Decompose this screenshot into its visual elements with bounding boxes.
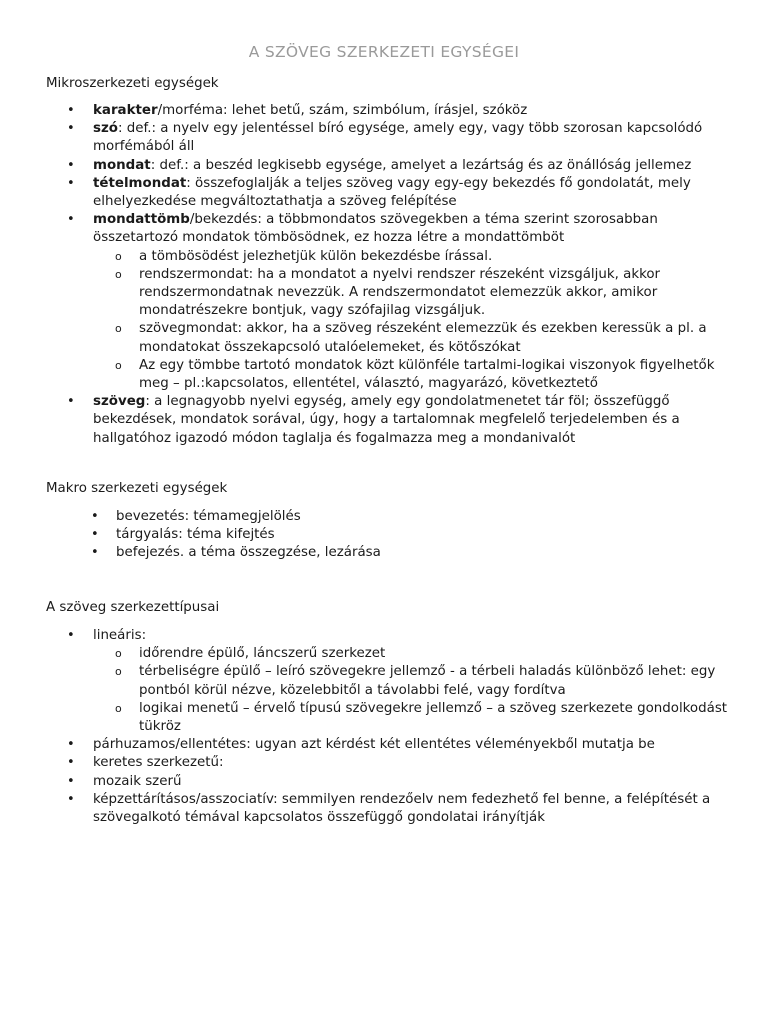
list-item: • képzettárításos/asszociatív: semmilyen rendezőelv nem fedezhető fel benne, a felépítését a szövegalkotó témával kapcsolatos összefüggő gondolatai irányítják bbox=[67, 791, 711, 826]
bullet-icon: • bbox=[67, 755, 75, 771]
sub-list-item: o Az egy tömbbe tartotó mondatok közt különféle tartalmi-logikai viszonyok figyelhetők meg – pl.:kapcsolatos, ellentétel, választó, magyarázó, következtető bbox=[115, 357, 715, 392]
sub-bullet-icon: o bbox=[115, 647, 122, 661]
term: mondattömb bbox=[93, 212, 190, 228]
bullet-icon: • bbox=[91, 545, 99, 561]
definition: : összefoglalják a teljes szöveg vagy egy-egy bekezdés fő gondolatát, mely elhelyezkedése megváltoztathatja a szöveg felépítése bbox=[93, 175, 691, 210]
list-item bbox=[0, 175, 768, 211]
sub-list bbox=[93, 248, 728, 394]
page-title: A SZÖVEG SZERKEZETI EGYSÉGEI bbox=[248, 43, 520, 61]
types-heading: A szöveg szerkezettípusai bbox=[46, 600, 220, 615]
sub-bullet-icon: o bbox=[115, 249, 122, 263]
macro-list bbox=[0, 508, 768, 563]
sub-list-item: o a tömbösödést jelezhetjük külön bekezdésbe írással. bbox=[93, 248, 728, 266]
definition: : a legnagyobb nyelvi egység, amely egy gondolatmenetet tár föl; összefüggő bekezdések, mondatok sorával, úgy, hogy a tartalomnak megfelelő terjedelemben és a hallgatóhoz igazodó módon taglalja és fogalmazza meg a mondanivalót bbox=[93, 394, 680, 446]
micro-list bbox=[0, 102, 768, 448]
list-item: • befejezés. a téma összegzése, lezárása bbox=[0, 544, 768, 562]
sub-list-item: o szövegmondat: akkor, ha a szöveg részeként elemezzük és ezekben keressük a pl. a mondatokat összekapcsoló utalóelemeket, és kötőszókat bbox=[115, 321, 707, 355]
sub-bullet-icon: o bbox=[115, 665, 122, 679]
definition: /bekezdés: a többmondatos szövegekben a téma szerint szorosabban összetartozó mondatok tömbösödnek, ez hozza létre a mondattömböt bbox=[93, 212, 658, 246]
definition: : def.: a nyelv egy jelentéssel bíró egysége, amely egy, vagy több szorosan kapcsolódó morfémából áll bbox=[93, 121, 703, 155]
list-item bbox=[0, 211, 768, 393]
list-item bbox=[0, 102, 768, 120]
list-item: • bevezetés: témamegjelölés bbox=[0, 508, 768, 526]
bullet-icon: • bbox=[67, 737, 75, 753]
bullet-icon: • bbox=[67, 175, 75, 191]
bullet-icon: • bbox=[67, 628, 75, 643]
sub-list-item: o rendszermondat: ha a mondatot a nyelvi rendszer részeként vizsgáljuk, akkor rendszermondatnak nevezzük. A rendszermondatot elemezzük akkor, amikor mondatrészekre bontjuk, vagy szófajilag vizsgáljuk. bbox=[115, 266, 661, 319]
types-list bbox=[0, 627, 768, 827]
sub-list bbox=[93, 645, 728, 736]
list-item: • mozaik szerű bbox=[0, 773, 768, 791]
bullet-icon: • bbox=[67, 212, 75, 228]
bullet-icon: • bbox=[67, 121, 75, 137]
bullet-icon: • bbox=[67, 773, 75, 789]
list-item: • lineáris: o időrendre épülő, láncszerű szerkezet o térbeliségre épülő – leíró szövegekre jellemző - a térbeli haladás különböző lehet: egy pontból körül nézve, közelebbitől a távolabbi felé, vagy fordítva o logikai menetű – érvelő típusú szövegekre jellemző – a szöveg szerkezete gondolkodást tükröz bbox=[0, 627, 768, 736]
sub-list-item: o időrendre épülő, láncszerű szerkezet bbox=[93, 645, 728, 663]
list-item bbox=[0, 120, 768, 156]
term: karakter bbox=[93, 103, 158, 118]
sub-list-item: o logikai menetű – érvelő típusú szövegekre jellemző – a szöveg szerkezete gondolkodást tükröz bbox=[115, 700, 728, 735]
bullet-icon: • bbox=[67, 394, 75, 410]
bullet-icon: • bbox=[91, 509, 99, 524]
sub-list-item: o térbeliségre épülő – leíró szövegekre jellemző - a térbeli haladás különböző lehet: egy pontból körül nézve, közelebbitől a távolabbi felé, vagy fordítva bbox=[115, 664, 716, 698]
bullet-icon: • bbox=[67, 103, 75, 118]
list-item bbox=[0, 393, 768, 448]
definition: /morféma: lehet betű, szám, szimbólum, írásjel, szóköz bbox=[157, 103, 528, 118]
sub-bullet-icon: o bbox=[115, 701, 122, 715]
macro-heading: Makro szerkezeti egységek bbox=[46, 481, 228, 496]
bullet-icon: • bbox=[67, 791, 75, 807]
term: szó bbox=[93, 121, 118, 137]
term: mondat bbox=[93, 157, 151, 173]
micro-heading: Mikroszerkezeti egységek bbox=[46, 76, 219, 91]
term: szöveg bbox=[93, 394, 146, 410]
sub-bullet-icon: o bbox=[115, 267, 122, 281]
bullet-icon: • bbox=[91, 527, 99, 543]
term: tételmondat bbox=[93, 175, 187, 191]
list-item bbox=[0, 157, 768, 175]
definition: : def.: a beszéd legkisebb egysége, amelyet a lezártság és az önállóság jellemez bbox=[150, 157, 692, 173]
list-item: • párhuzamos/ellentétes: ugyan azt kérdést két ellentétes véleményekből mutatja be bbox=[0, 736, 768, 754]
list-item: • tárgyalás: téma kifejtés bbox=[0, 526, 768, 544]
bullet-icon: • bbox=[67, 157, 75, 173]
sub-bullet-icon: o bbox=[115, 322, 122, 336]
sub-bullet-icon: o bbox=[115, 358, 122, 372]
list-item: • keretes szerkezetű: bbox=[0, 754, 768, 772]
